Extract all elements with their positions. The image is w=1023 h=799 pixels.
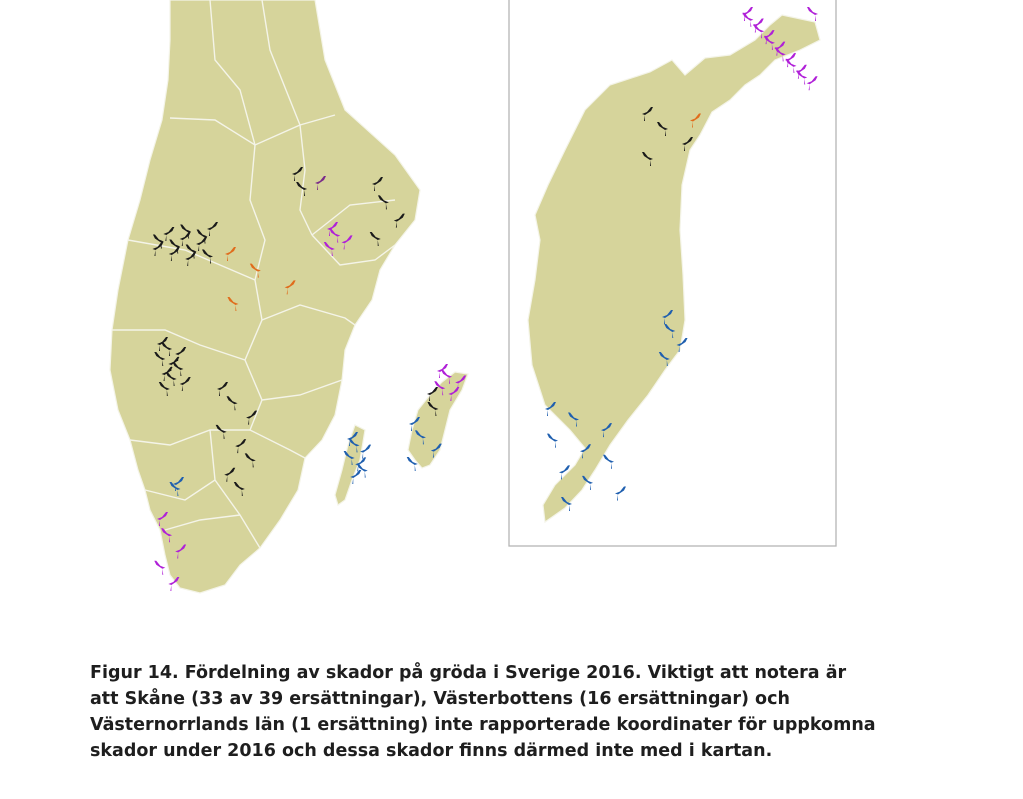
figure-caption (90, 660, 970, 764)
caption-line-1: Figur 14. Fördelning av skador på gröda i Sverige 2016. Viktigt att notera är (90, 663, 847, 683)
caption-line-2: att Skåne (33 av 39 ersättningar), Västerbottens (16 ersättningar) och (90, 689, 790, 709)
damage-marker-icon (357, 464, 368, 478)
caption-line-4: skador under 2016 och dessa skador finns därmed inte med i kartan. (90, 741, 773, 761)
southern-sweden-land (110, 0, 420, 593)
damage-marker-icon (154, 561, 165, 575)
oland-island (335, 425, 365, 505)
caption-line-3: Västernorrlands län (1 ersättning) inte rapporterade koordinater för uppkomna (90, 715, 876, 735)
